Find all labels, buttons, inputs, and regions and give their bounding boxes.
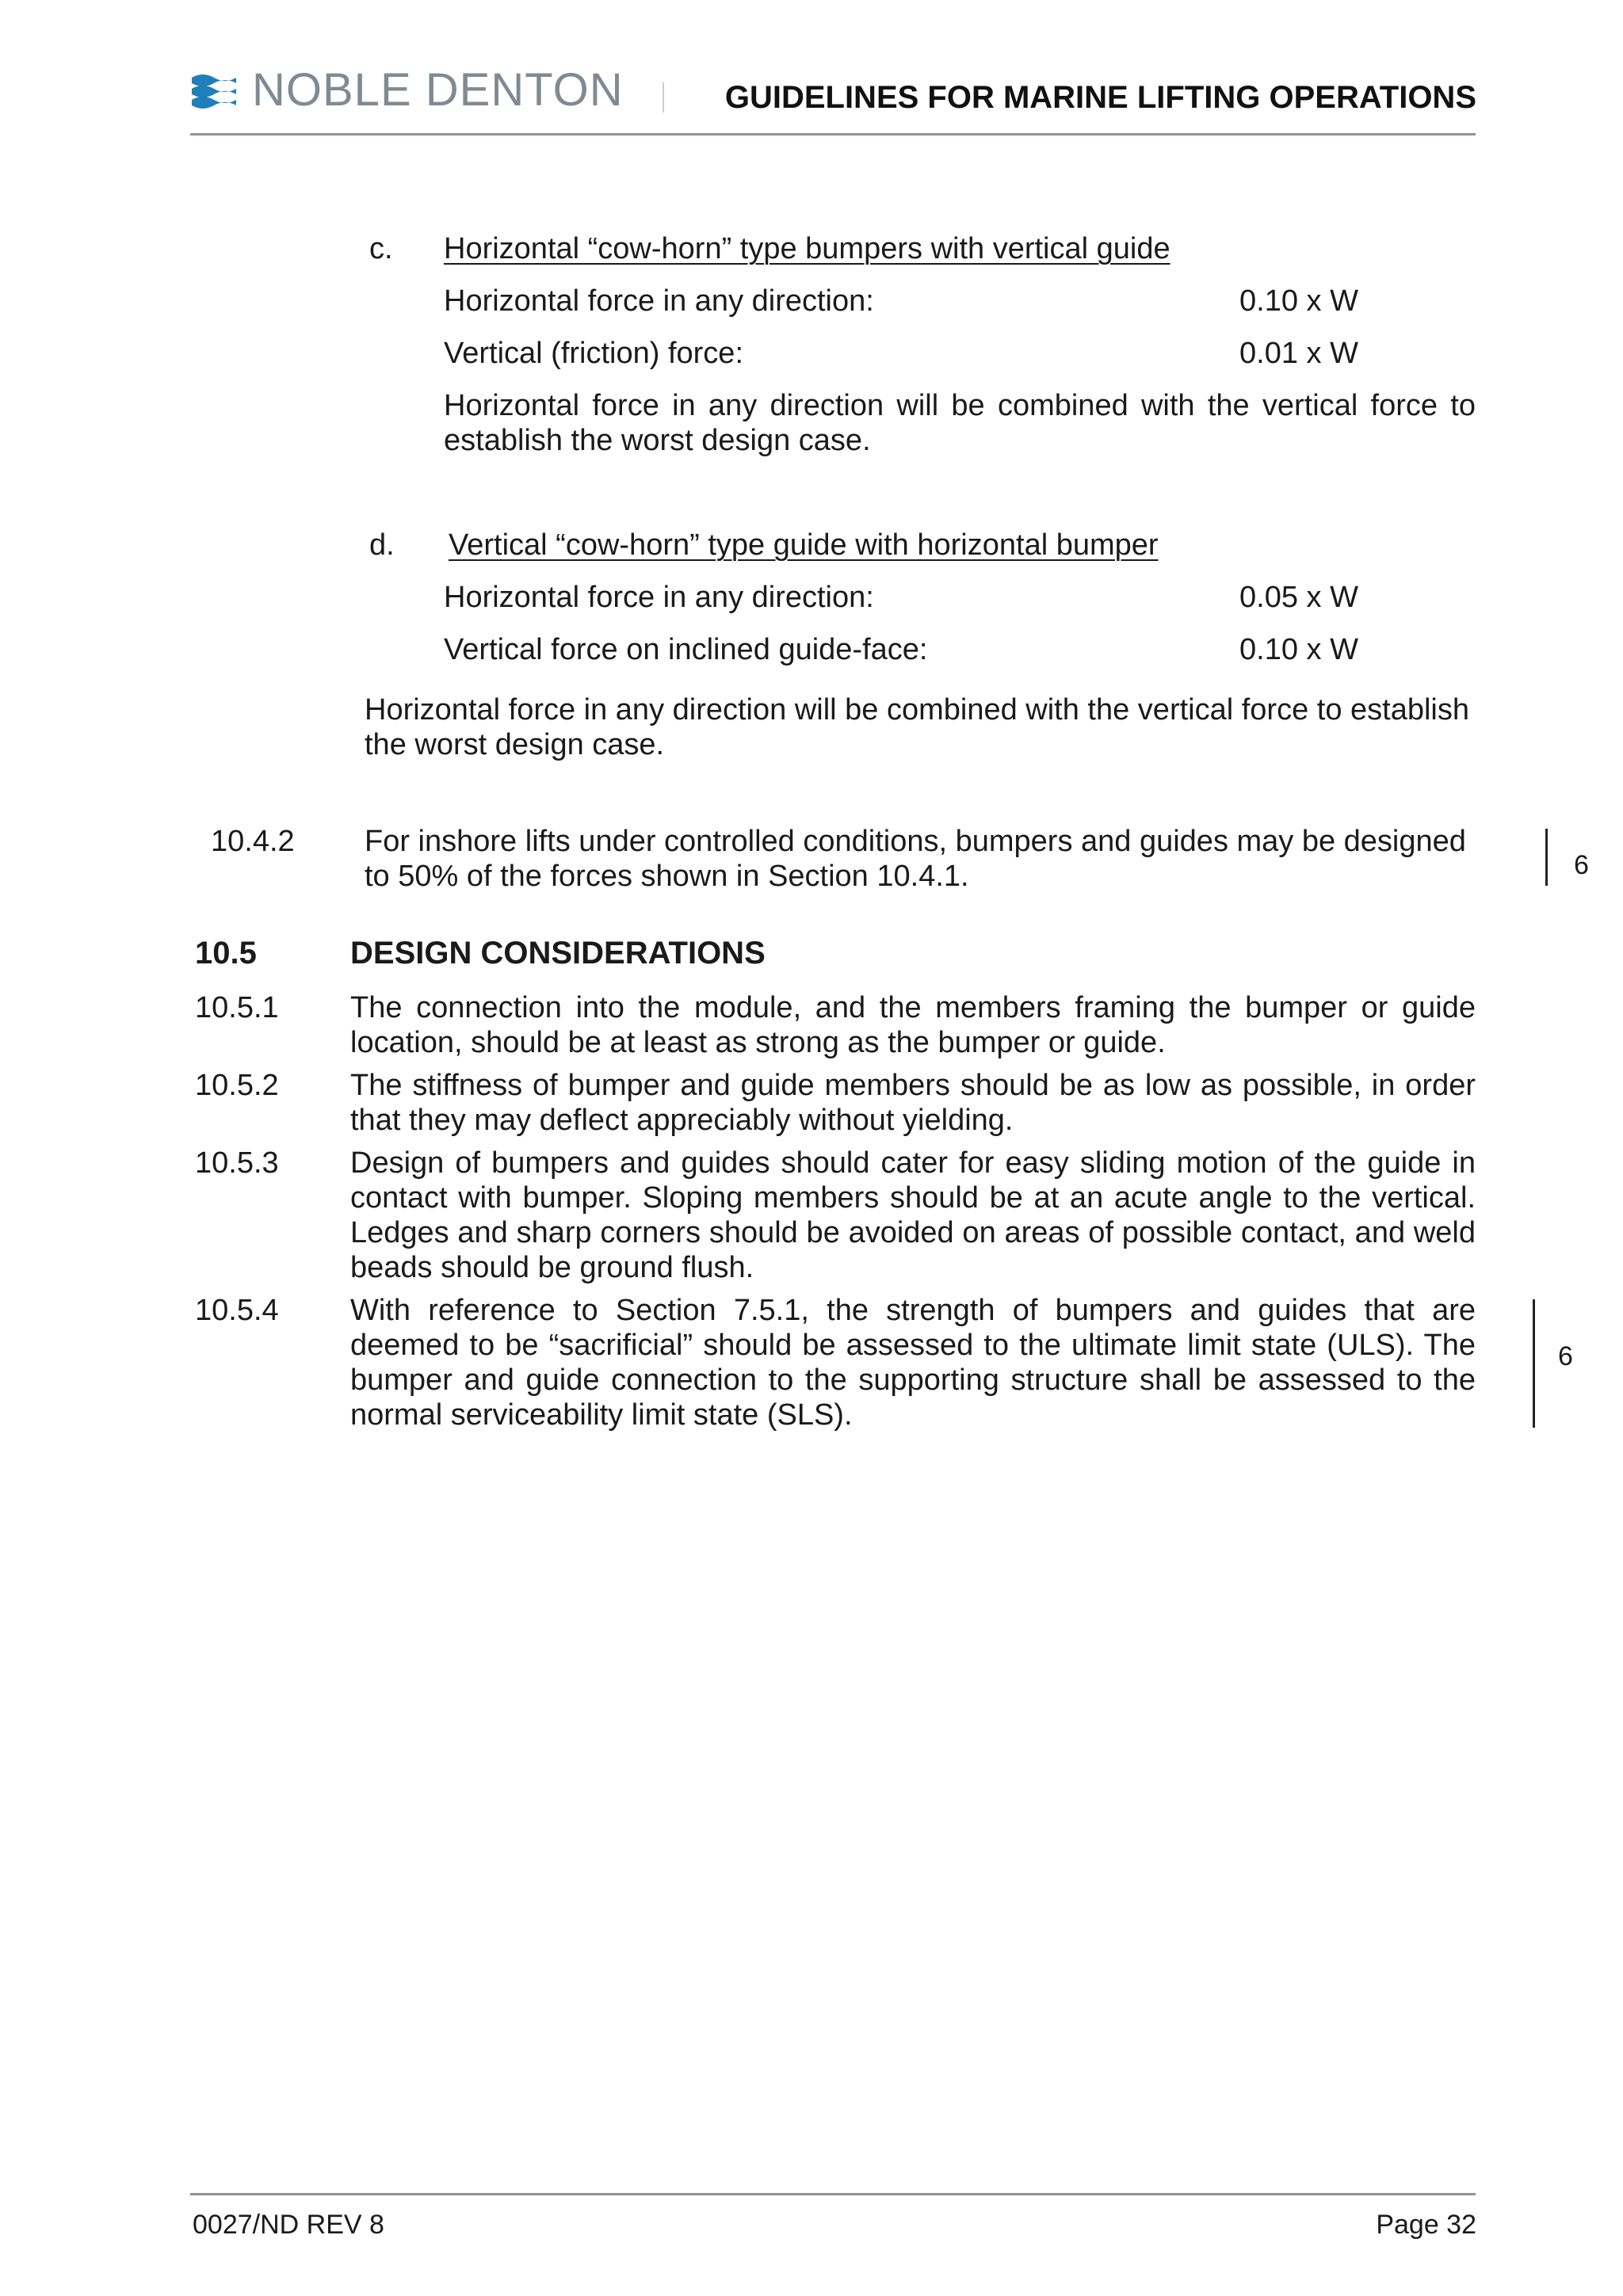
document-reference: 0027/ND REV 8 xyxy=(193,2210,384,2240)
header-separator xyxy=(663,82,664,113)
item-d-heading: Vertical “cow-horn” type guide with horizontal bumper xyxy=(449,528,1159,562)
item-c-row-1-label: Horizontal force in any direction: xyxy=(444,284,874,318)
item-c-row-2-value: 0.01 x W xyxy=(1239,337,1358,370)
item-d-row-1-label: Horizontal force in any direction: xyxy=(444,581,874,614)
item-c-row-1-value: 0.10 x W xyxy=(1239,284,1358,318)
item-d-note: Horizontal force in any direction will be combined with the vertical force to establish the worst design case. xyxy=(365,693,1469,761)
section-number-10-5: 10.5 xyxy=(195,936,257,971)
section-title: DESIGN CONSIDERATIONS xyxy=(350,936,766,971)
para-10-4-2-text: For inshore lifts under controlled conditions, bumpers and guides may be designed to 50% of the forces shown in Section 10.4.1. xyxy=(365,825,1466,893)
revision-marker: 6 xyxy=(1574,850,1589,880)
logo-wordmark: NOBLE DENTON xyxy=(252,64,624,116)
wave-logo-icon xyxy=(190,70,238,111)
revision-marker: 6 xyxy=(1558,1341,1573,1371)
para-number-10-5-2: 10.5.2 xyxy=(195,1069,279,1102)
para-10-5-1-text: The connection into the module, and the members framing the bumper or guide location, should be at least as strong as the bumper or guide. xyxy=(350,991,1476,1059)
revision-change-bar xyxy=(1533,1299,1535,1428)
item-d-row-2-value: 0.10 x W xyxy=(1239,633,1358,666)
para-number-10-4-2: 10.4.2 xyxy=(211,825,295,858)
para-10-5-2-text: The stiffness of bumper and guide members should be as low as possible, in order that they may deflect appreciably without yielding. xyxy=(350,1069,1476,1137)
revision-change-bar xyxy=(1545,829,1548,886)
para-number-10-5-1: 10.5.1 xyxy=(195,991,279,1024)
item-d-row-2-label: Vertical force on inclined guide-face: xyxy=(444,633,928,666)
item-d-letter: d. xyxy=(369,528,395,562)
page-number: Page 32 xyxy=(1376,2210,1476,2240)
item-c-note: Horizontal force in any direction will be combined with the vertical force to establish the worst design case. xyxy=(444,389,1476,457)
para-number-10-5-3: 10.5.3 xyxy=(195,1146,279,1180)
para-10-5-4-text: With reference to Section 7.5.1, the strength of bumpers and guides that are deemed to be “sacrificial” should be assessed to the ultimate limit state (ULS). The bumper and guide connection to the supporting structure shall be assessed to the normal serviceability limit state (SLS). xyxy=(350,1294,1476,1432)
document-title: GUIDELINES FOR MARINE LIFTING OPERATIONS xyxy=(724,80,1476,115)
item-d-row-1-value: 0.05 x W xyxy=(1239,581,1358,614)
para-number-10-5-4: 10.5.4 xyxy=(195,1294,279,1327)
footer-rule xyxy=(190,2193,1476,2195)
header-rule xyxy=(190,133,1476,135)
item-c-heading: Horizontal “cow-horn” type bumpers with vertical guide xyxy=(444,232,1170,265)
para-10-5-3-text: Design of bumpers and guides should cater for easy sliding motion of the guide in contact with bumper. Sloping members should be at an acute angle to the vertical. Ledges and sharp corners should be avoided on areas of possible contact, and weld beads should be ground flush. xyxy=(350,1146,1476,1284)
item-c-row-2-label: Vertical (friction) force: xyxy=(444,337,743,370)
item-c-letter: c. xyxy=(369,232,393,265)
